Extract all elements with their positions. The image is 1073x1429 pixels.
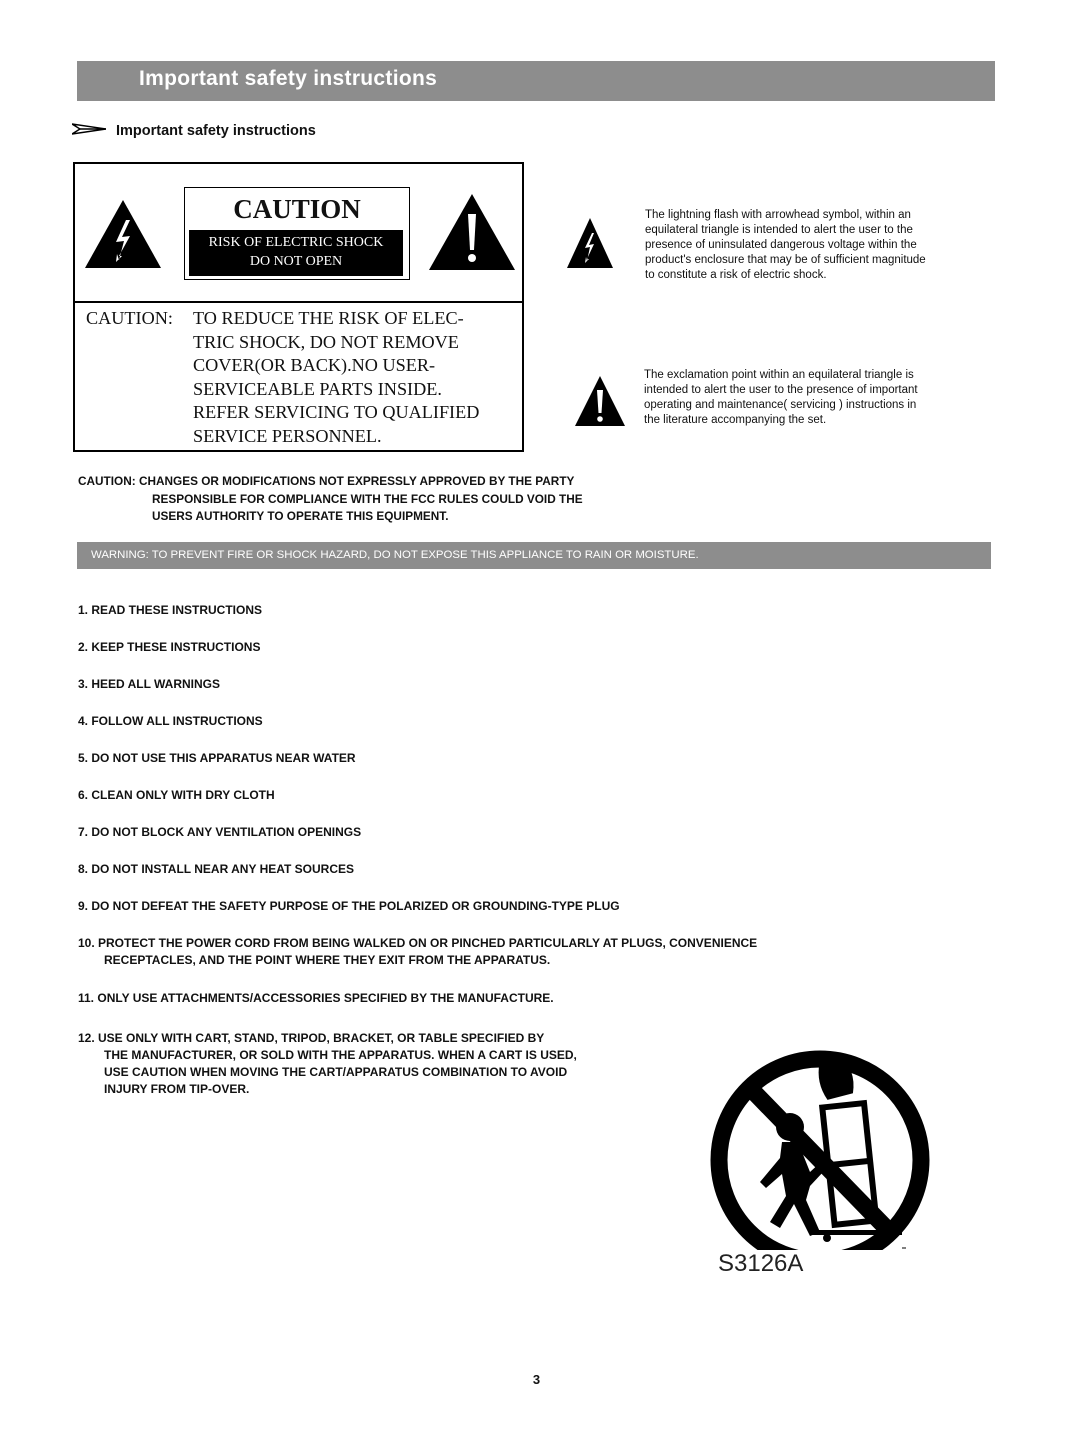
list-item: 10. PROTECT THE POWER CORD FROM BEING WALKED ON OR PINCHED PARTICULARLY AT PLUGS, CONVENIENCE RECEPTACLES, AND THE POINT WHERE THEY EXIT FROM THE APPARATUS. xyxy=(78,936,758,967)
caution-symbol-row xyxy=(75,164,522,303)
caution-text xyxy=(86,307,516,448)
list-item: 4. FOLLOW ALL INSTRUCTIONS xyxy=(78,714,263,728)
list-item: 9. DO NOT DEFEAT THE SAFETY PURPOSE OF THE POLARIZED OR GROUNDING-TYPE PLUG xyxy=(78,899,620,913)
caution-lead: CAUTION: xyxy=(86,308,173,328)
fcc-line: USERS AUTHORITY TO OPERATE THIS EQUIPMENT. xyxy=(152,509,449,523)
caution-text-line: SERVICE PERSONNEL. xyxy=(193,425,382,446)
lightning-triangle-icon xyxy=(83,198,163,275)
subheading-text: Important safety instructions xyxy=(116,123,316,139)
warning-text: WARNING: TO PREVENT FIRE OR SHOCK HAZARD, DO NOT EXPOSE THIS APPLIANCE TO RAIN OR MOISTURE. xyxy=(91,549,699,561)
page-number: 3 xyxy=(532,1372,541,1387)
caution-box xyxy=(73,162,524,452)
model-number: S3126A xyxy=(718,1250,804,1277)
exclamation-triangle-icon xyxy=(574,375,626,432)
section-header-bar xyxy=(77,61,995,101)
caution-word: CAUTION xyxy=(233,194,361,224)
subheading xyxy=(72,122,316,140)
list-item: 3. HEED ALL WARNINGS xyxy=(78,677,221,691)
list-item: 1. READ THESE INSTRUCTIONS xyxy=(78,603,263,617)
fcc-caution xyxy=(78,473,718,526)
lightning-triangle-icon xyxy=(566,217,614,274)
caution-label xyxy=(184,187,410,280)
exclamation-symbol-description: The exclamation point within an equilateral triangle is intended to alert the user to the presence of important operating and maintenance( servicing ) instructions in the literature accompanying the set. xyxy=(644,369,918,426)
caution-text-line: SERVICEABLE PARTS INSIDE. xyxy=(193,378,442,399)
caution-text-line: CAUTION: TO REDUCE THE RISK OF ELEC- xyxy=(86,307,516,331)
list-item: 6. CLEAN ONLY WITH DRY CLOTH xyxy=(78,788,275,802)
list-item: 5. DO NOT USE THIS APPARATUS NEAR WATER xyxy=(78,751,356,765)
caution-risk-line: RISK OF ELECTRIC SHOCK xyxy=(208,235,384,250)
section-title: Important safety instructions xyxy=(139,67,438,90)
arrow-icon xyxy=(72,122,106,140)
list-item: 7. DO NOT BLOCK ANY VENTILATION OPENINGS xyxy=(78,825,362,839)
list-item: 12. USE ONLY WITH CART, STAND, TRIPOD, BRACKET, OR TABLE SPECIFIED BY THE MANUFACTURER, OR SOLD WITH THE APPARATUS. WHEN A CART IS USED, USE CAUTION WHEN MOVING THE CART/APPARATUS COMBINATION TO AVOID INJURY FROM TIP-OVER. xyxy=(78,1031,577,1096)
caution-text-line: REFER SERVICING TO QUALIFIED xyxy=(193,402,480,422)
list-item: 2. KEEP THESE INSTRUCTIONS xyxy=(78,640,261,654)
warning-bar xyxy=(77,542,991,569)
cart-tip-over-warning-icon xyxy=(702,1050,972,1255)
list-item: 11. ONLY USE ATTACHMENTS/ACCESSORIES SPECIFIED BY THE MANUFACTURE. xyxy=(78,991,554,1005)
caution-open-line: DO NOT OPEN xyxy=(249,254,343,269)
caution-text-line: TRIC SHOCK, DO NOT REMOVE xyxy=(193,331,459,352)
list-item: 8. DO NOT INSTALL NEAR ANY HEAT SOURCES xyxy=(78,862,355,876)
caution-text-line: COVER(OR BACK).NO USER- xyxy=(193,355,436,375)
fcc-line: CAUTION: CHANGES OR MODIFICATIONS NOT EXPRESSLY APPROVED BY THE PARTY xyxy=(78,474,575,488)
exclamation-triangle-icon xyxy=(427,192,517,277)
fcc-line: RESPONSIBLE FOR COMPLIANCE WITH THE FCC RULES COULD VOID THE xyxy=(152,491,583,506)
lightning-symbol-description: The lightning flash with arrowhead symbol, within an equilateral triangle is intended to alert the user to the presence of uninsulated dangerous voltage within the product's enclosure that may be of sufficient magnitude to constitute a risk of electric shock. xyxy=(645,209,926,281)
caution-risk-panel xyxy=(189,230,403,276)
